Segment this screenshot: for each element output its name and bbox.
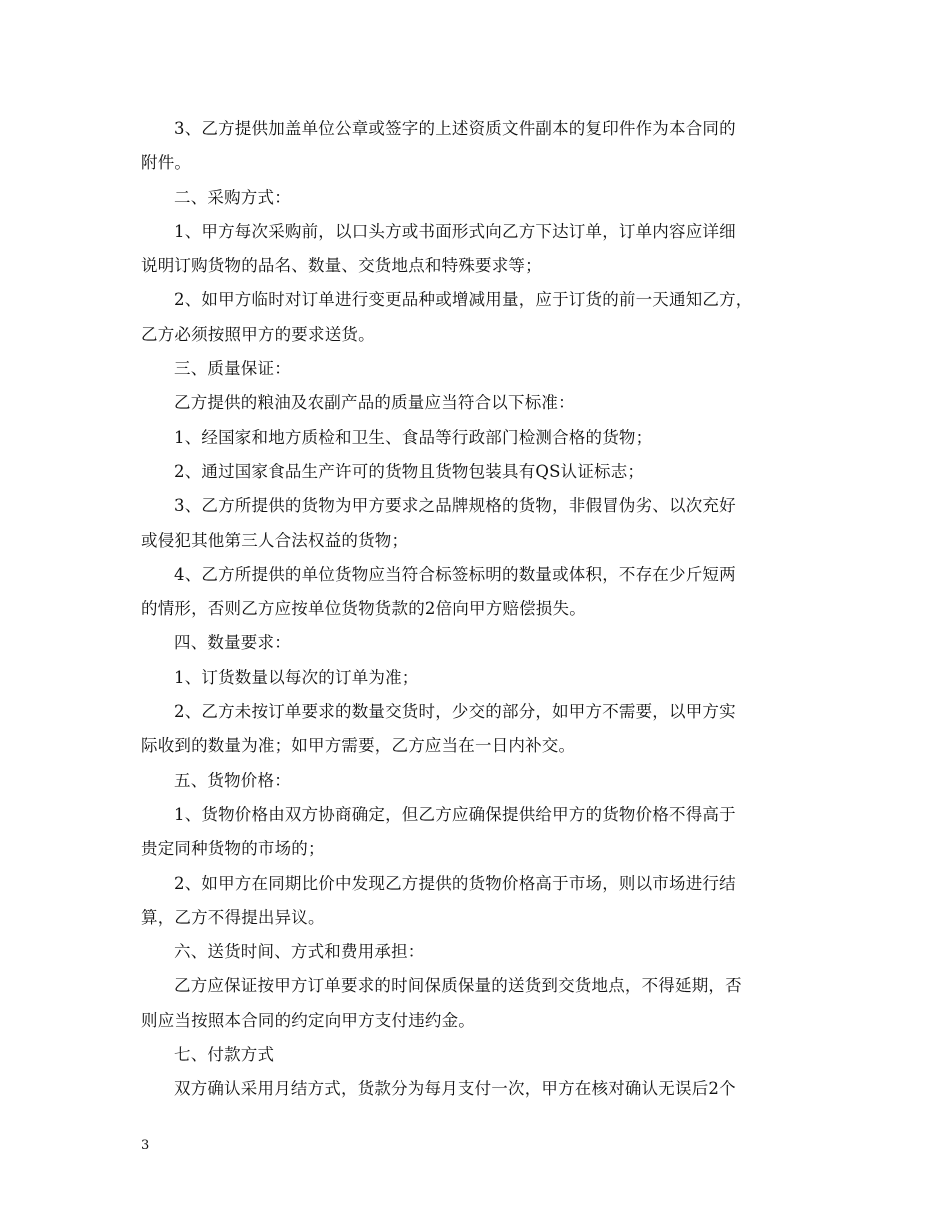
text-line: 说明订购货物的品名、数量、交货地点和特殊要求等； (141, 256, 542, 276)
text-line: 2、如甲方临时对订单进行变更品种或增减用量，应于订货的前一天通知乙方， (174, 290, 753, 310)
text-line: 3、乙方提供加盖单位公章或签字的上述资质文件副本的复印件作为本合同的 (174, 119, 736, 138)
text-line: 2、乙方未按订单要求的数量交货时，少交的部分，如甲方不需要，以甲方实 (174, 702, 736, 722)
text-line: 五、货物价格： (174, 770, 291, 790)
text-line: 1、货物价格由双方协商确定，但乙方应确保提供给甲方的货物价格不得高于 (174, 804, 736, 824)
text-line: 3、乙方所提供的货物为甲方要求之品牌规格的货物，非假冒伪劣、以次充好 (174, 496, 736, 516)
text-line: 六、送货时间、方式和费用承担： (174, 942, 425, 962)
text-line: 附件。 (141, 153, 192, 173)
text-line: 贵定同种货物的市场的； (141, 839, 325, 859)
text-line: 三、质量保证： (174, 359, 291, 379)
text-line: 乙方必须按照甲方的要求送货。 (141, 324, 375, 344)
text-line: 二、采购方式： (174, 187, 291, 207)
contract-body-text (141, 112, 811, 1107)
text-line: 4、乙方所提供的单位货物应当符合标签标明的数量或体积，不存在少斤短两 (174, 564, 736, 584)
text-line: 乙方应保证按甲方订单要求的时间保质保量的送货到交货地点，不得延期，否 (174, 976, 742, 996)
text-line: 双方确认采用月结方式，货款分为每月支付一次，甲方在核对确认无误后2个 (174, 1079, 736, 1099)
text-line: 1、甲方每次采购前，以口头方或书面形式向乙方下达订单，订单内容应详细 (174, 221, 736, 241)
text-line: 1、订货数量以每次的订单为准； (174, 667, 419, 687)
text-line: 算，乙方不得提出异议。 (141, 907, 325, 927)
text-line: 2、如甲方在同期比价中发现乙方提供的货物价格高于市场，则以市场进行结 (174, 873, 736, 893)
text-line: 1、经国家和地方质检和卫生、食品等行政部门检测合格的货物； (174, 427, 653, 447)
text-line: 的情形，否则乙方应按单位货物货款的2倍向甲方赔偿损失。 (141, 599, 586, 619)
text-line: 2、通过国家食品生产许可的货物且货物包装具有QS认证标志； (174, 461, 645, 481)
text-line: 四、数量要求： (174, 633, 291, 653)
text-line: 际收到的数量为准；如甲方需要，乙方应当在一日内补交。 (141, 736, 576, 756)
text-line: 则应当按照本合同的约定向甲方支付违约金。 (141, 1010, 475, 1030)
text-line: 七、付款方式 (174, 1045, 275, 1065)
page-number: 3 (141, 1138, 150, 1153)
text-line: 乙方提供的粮油及农副产品的质量应当符合以下标准： (174, 393, 575, 413)
text-line: 或侵犯其他第三人合法权益的货物； (141, 530, 409, 550)
